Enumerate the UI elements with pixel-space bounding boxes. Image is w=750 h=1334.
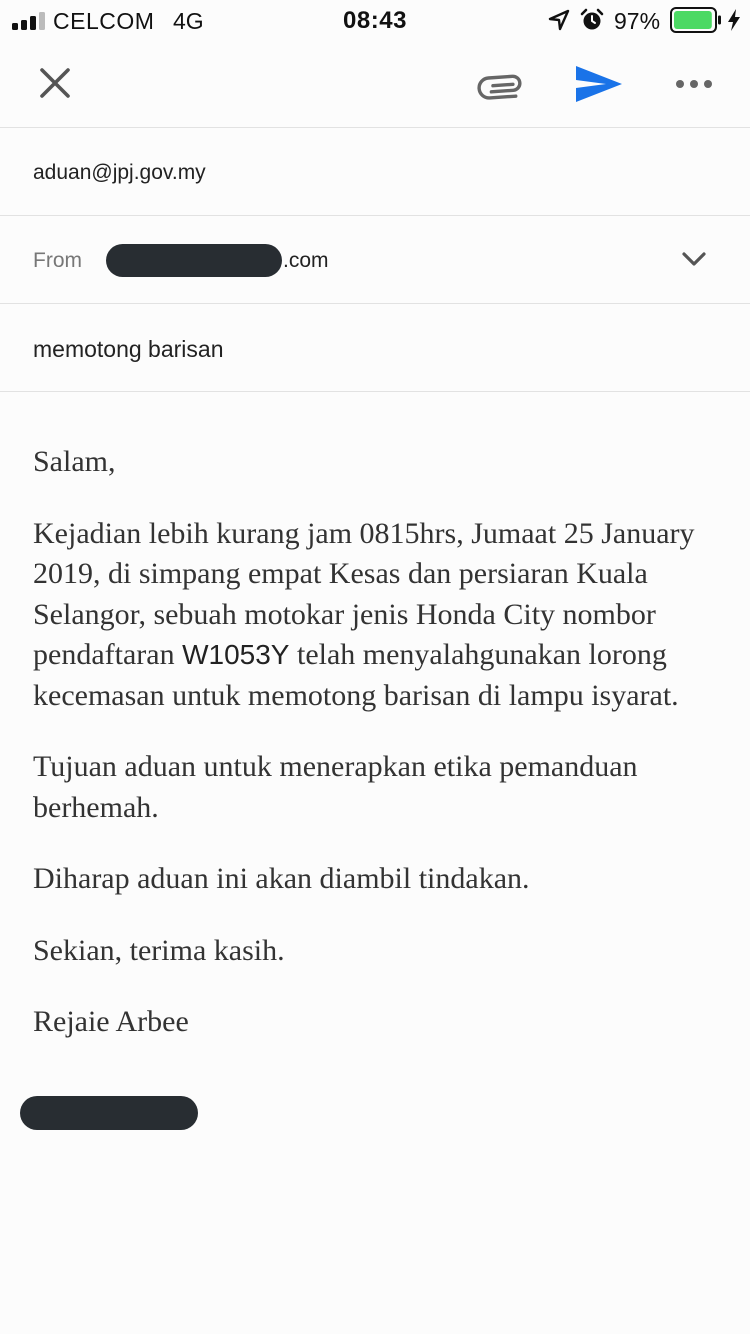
closing-line: Sekian, terima kasih. bbox=[33, 933, 285, 967]
to-recipient[interactable]: aduan@jpj.gov.my bbox=[33, 161, 206, 184]
status-time: 08:43 bbox=[343, 7, 407, 34]
more-dots-icon[interactable] bbox=[670, 70, 718, 98]
location-arrow-icon bbox=[548, 9, 570, 31]
email-body[interactable] bbox=[33, 442, 723, 1074]
subject-text[interactable]: memotong barisan bbox=[33, 336, 224, 362]
redaction-bar bbox=[106, 244, 282, 277]
battery-icon bbox=[670, 7, 722, 33]
body-paragraph-3: Diharap aduan ini akan diambil tindakan. bbox=[33, 862, 530, 895]
charging-bolt-icon bbox=[727, 9, 741, 31]
battery-percent: 97% bbox=[614, 8, 661, 34]
to-field[interactable] bbox=[0, 128, 750, 216]
paperclip-icon[interactable] bbox=[477, 64, 529, 104]
greeting: Salam, bbox=[33, 445, 116, 478]
paragraph-1-text-end: telah menyalahgunakan lorong kecemasan untuk memotong barisan di lampu isyarat. bbox=[33, 638, 679, 712]
from-field[interactable] bbox=[0, 216, 750, 304]
close-icon[interactable] bbox=[30, 62, 82, 106]
chevron-down-icon[interactable] bbox=[680, 248, 708, 270]
send-icon[interactable] bbox=[572, 62, 626, 106]
network-type: 4G bbox=[173, 8, 204, 34]
from-label: From bbox=[33, 249, 82, 272]
redaction-bar bbox=[20, 1096, 198, 1130]
from-address-suffix: .com bbox=[283, 249, 329, 272]
carrier-name: CELCOM bbox=[53, 8, 155, 34]
body-paragraph-1 bbox=[33, 514, 723, 717]
body-paragraph-2: Tujuan aduan untuk menerapkan etika pemanduan berhemah. bbox=[33, 750, 638, 824]
compose-toolbar bbox=[0, 40, 750, 128]
registration-plate: W1053Y bbox=[182, 639, 290, 670]
signature-name: Rejaie Arbee bbox=[33, 1005, 189, 1038]
paragraph-1-text-start: Kejadian lebih kurang jam 0815hrs, Jumaat 25 January 2019, di simpang empat Kesas dan persiaran Kuala Selangor, sebuah motokar jenis Honda City nombor pendaftaran bbox=[33, 516, 695, 671]
alarm-clock-icon bbox=[580, 8, 604, 32]
subject-field[interactable] bbox=[0, 304, 750, 392]
status-bar bbox=[0, 0, 750, 40]
